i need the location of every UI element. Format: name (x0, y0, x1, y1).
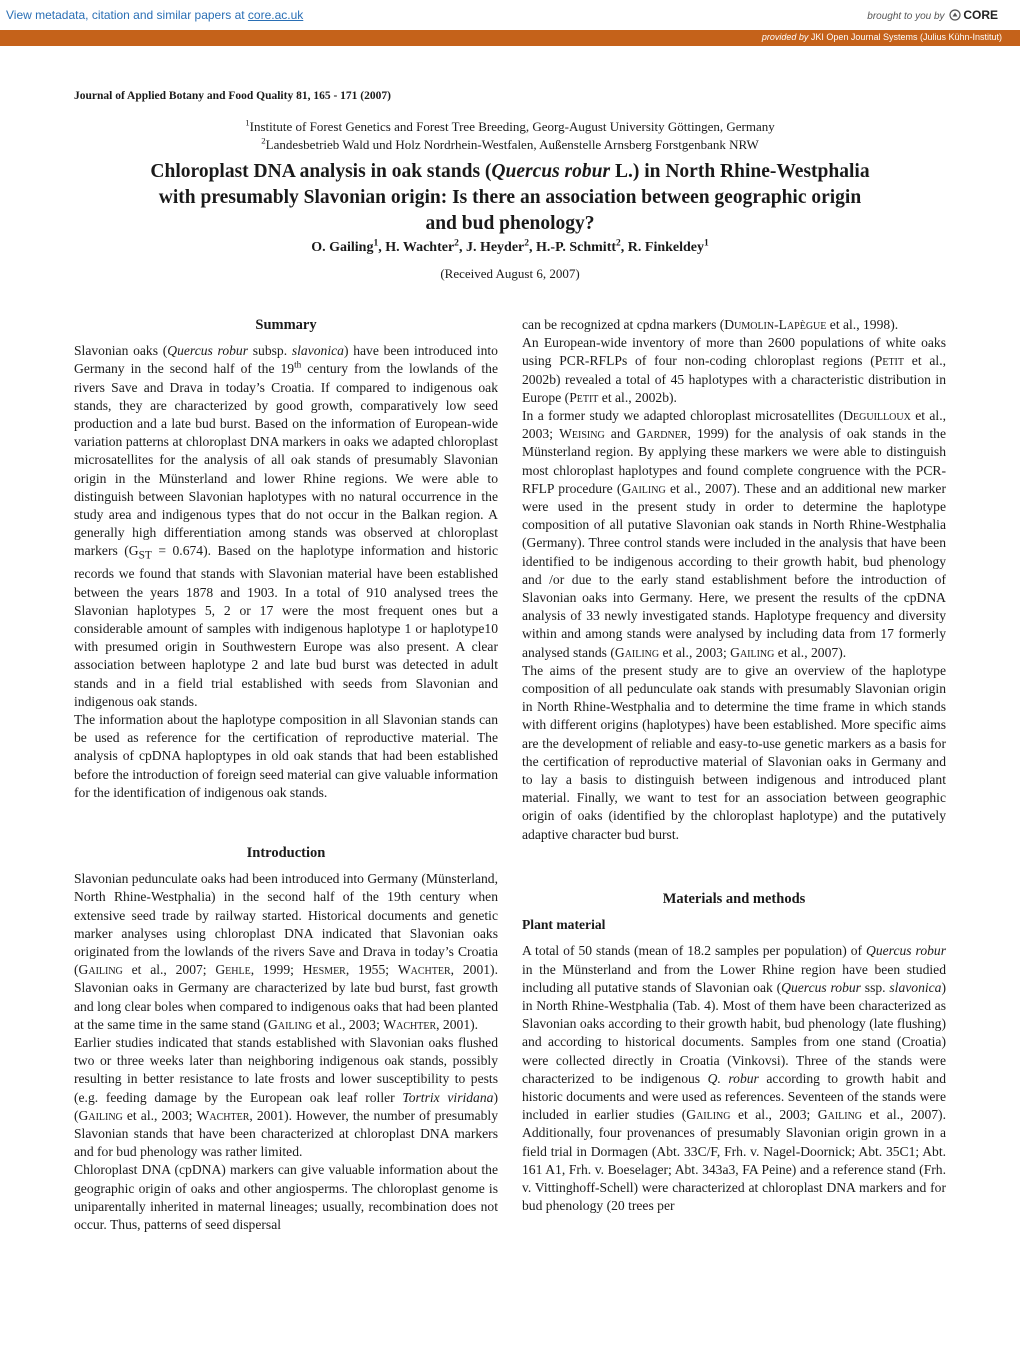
text-span: can be recognized at cpdna markers ( (522, 317, 725, 332)
text-span: ) in North Rhine-Westphalia (Tab. 4). Most of them have been characterized as Slavonian oaks according to their growth habit, bud phenology (late flushing) and according to historical documents. Samples from one stand (Croatia) were collected directly in Croatia (Vinkovsi). Three of the stands were characterized to be indigenous (522, 979, 947, 1086)
text-span: Slavonian oaks ( (74, 343, 168, 359)
affiliation-2-number: 2 (261, 135, 266, 146)
author-citation: Wachter (383, 1016, 437, 1032)
received-date: (Received August 6, 2007) (440, 266, 580, 281)
italic-term: Quercus robur (866, 943, 947, 959)
text-span: , 2001). Slavonian oaks in Germany are characterized by late bud burst, fast growth and long clear boles when compared to indigenous oaks that had been planted at the same time in the same stand ( (74, 962, 498, 1032)
author-separator: , (620, 240, 628, 255)
author-citation: Gailing (268, 1016, 313, 1032)
italic-term: Tortrix viridana (402, 1089, 494, 1105)
affiliation-2 (74, 137, 946, 153)
text-span: Earlier studies indicated that stands established with Slavonian oaks flushed two or three weeks later than neighboring indigenous oak stands, possibly resulting in better resistance to late frosts and lower susceptibility to pests (e.g. feeding damage by the European oak leaf roller (74, 1035, 498, 1105)
core-brand: CORE (963, 8, 998, 22)
right-paragraph-2 (522, 407, 946, 662)
author-affiliation-number: 2 (524, 238, 530, 249)
core-provided-by[interactable] (762, 32, 1002, 42)
core-metadata-link[interactable] (6, 8, 303, 22)
affiliation-1-number: 1 (245, 117, 250, 128)
text-span: et al., 2002b) revealed a total of 45 haplotypes with a characteristic distribution in Europe ( (522, 353, 946, 405)
text-span: ST (138, 550, 152, 563)
text-span: et al., 1998). (826, 317, 899, 332)
core-provider-name: JKI Open Journal Systems (Julius Kühn-Institut) (810, 32, 1002, 42)
text-span: century from the lowlands of the rivers Save and Drava in today’s Croatia. If compared to indigenous oak stands, they are characterized by good growth, comparatively low seed production and a late bud burst. Based on the information of European-wide variation patterns at chloroplast DNA markers in oaks we adapted chloroplast microsatellites for the analysis of all oak stands of presumably Slavonian origin in the Münsterland and lower Rhine regions. We were able to distinguish between Slavonian haplotypes with no natural occurrence in the study area and indigenous types that do not occur in the Balkan region. A generally high differentiation among stands was observed at chloroplast markers (G (74, 361, 498, 559)
intro-paragraph-2 (74, 1034, 498, 1161)
text-span: ssp. (860, 979, 890, 995)
text-span: , 1955; (345, 962, 398, 978)
author-affiliation-number: 1 (373, 238, 379, 249)
author-citation: Gailing (614, 644, 660, 660)
author-citation: Hesmer (302, 962, 346, 978)
author-citation: Petit (874, 353, 904, 369)
text-span: Slavonian pedunculate oaks had been introduced into Germany (Münsterland, North Rhine-Westphalia) in the second half of the 19th century when extensive seed trade by railway started. Historical documents and genetic marker analyses using chloroplast DNA indicated that Slavonian oaks originated from the lowlands of the rivers Save and Drava in today’s Croatia ( (74, 871, 498, 978)
intro-paragraph-3: Chloroplast DNA (cpDNA) markers can give valuable information about the geographic origin of oaks and other angiosperms. The chloroplast genome is uniparentally inherited in maternal lineages; usually, recombination does not occur. Thus, patterns of seed dispersal (74, 1162, 498, 1233)
author-citation: Weising (559, 426, 605, 442)
summary-heading: Summary (255, 317, 317, 333)
core-metadata-link-text: View metadata, citation and similar papers at (6, 8, 245, 22)
text-span: et al., 2007). These and an additional new marker were used in the present study in order to determine the haplotype composition of all putative Slavonian oak stands in North Rhine-Westphalia (Germany). Three control stands were included in the analysis that have been identified to be indigenous according to their growth habit, bud phenology and /or due to the early stand establishment before the introduction of Slavonian oaks into Germany. Here, we present the results of the cpDNA analysis of 33 newly investigated stands. Haplotype frequency and diversity within and among stands were analysed by including data from 17 formerly analysed stands ( (522, 480, 946, 660)
author-name: H.-P. Schmitt (536, 240, 617, 255)
author-name: H. Wachter (385, 240, 455, 255)
text-span: and (604, 426, 637, 442)
text-span: ) ( (74, 1089, 498, 1123)
author-citation: Wachter (196, 1107, 250, 1123)
title-text: L.) in North Rhine-Westphalia (610, 161, 870, 182)
text-span: ) have been introduced into Germany in the second half of the 19 (74, 343, 498, 377)
title-line-1 (74, 159, 946, 185)
text-span: et al., 2002b). (598, 389, 677, 405)
journal-citation: Journal of Applied Botany and Food Quality 81, 165 - 171 (2007) (74, 90, 391, 102)
materials-methods-heading: Materials and methods (662, 890, 806, 907)
affiliation-2-text: Landesbetrieb Wald und Holz Nordrhein-Westfalen, Außenstelle Arnsberg Forstgenbank NRW (265, 137, 759, 152)
intro-paragraph-1 (74, 870, 498, 1034)
text-span: et al., 2007; (122, 962, 216, 978)
right-paragraph-1 (522, 334, 946, 407)
text-span: In a former study we adapted chloroplast microsatellites ( (522, 408, 844, 424)
author-citation: Gailing (730, 644, 775, 660)
left-column (74, 316, 498, 1234)
text-span: et al., 2003; (312, 1016, 384, 1032)
title-line-2: with presumably Slavonian origin: Is there an association between geographic origin (158, 187, 862, 208)
author-citation: Gailing (78, 962, 123, 978)
italic-term: slavonica (889, 979, 942, 995)
author-citation: Gailing (78, 1107, 123, 1123)
text-span: , 2001). (436, 1016, 479, 1032)
core-brought-label: brought to you by (867, 11, 945, 22)
core-site-link[interactable]: core.ac.uk (247, 8, 304, 22)
summary-paragraph-2: The information about the haplotype composition in all Slavonian stands can be used as reference for the certification of reproductive material. The analysis of cpDNA haploptypes in old oak stands that had been established before the introduction of foreign seed material can give valuable information for the identification of indigenous oak stands. (74, 711, 498, 800)
text-span: et al., 2003; (522, 408, 947, 442)
title-species: Quercus robur (491, 161, 611, 182)
text-span: , 1999; (250, 962, 303, 978)
mm-paragraph-1 (522, 942, 946, 1215)
core-banner (0, 0, 1020, 30)
core-provided-label: provided by (761, 32, 809, 42)
text-span: , 1999) for the analysis of oak stands in the Münsterland region. By applying these markers we were able to distinguish most chloroplast haplotypes and found complete congruence with the PCR-RFLP procedure ( (522, 426, 946, 496)
text-span: , 2001). However, the number of presumably Slavonian stands that have been characterized at chloroplast DNA markers and for bud phenology was rather limited. (74, 1107, 498, 1160)
author-affiliation-number: 1 (704, 238, 709, 249)
text-span: et al., 2007). (774, 644, 847, 660)
text-span: = 0.674). Based on the haplotype information and historic records we found that stands with Slavonian material have been established between the years 1878 and 1903. In a total of 910 analysed trees the Slavonian haplotypes 5, 2 or 17 were the most frequent ones but a considerable amount of samples with indigenous haplotype 1 or haplotype10 with presumed origin in Southwestern Europe was also present. A clear association between haplotype 2 and late bud burst was detected in adult stands and in a field trial established with seeds from Slavonian and indigenous oak stands. (74, 543, 499, 709)
italic-term: Quercus robur (167, 343, 249, 359)
core-logo-icon (949, 9, 961, 21)
right-paragraph-3: The aims of the present study are to give an overview of the haplotype composition of all pedunculate oak stands with presumably Slavonian origin in North Rhine-Westphalia and to determine the time frame in which stands with different origins (haplotypes) have been established. More specific aims are the development of reliable and easy-to-use genetic markers as a basis for the certification of reproductive material of Slavonian oaks in Germany and to lay a basis to distinguish between indigenous and introduced plant material. Finally, we want to test for an association between geographic origin of oaks (identified by the chloroplast haplotype) and the putatively adaptive character bud burst. (522, 662, 946, 842)
introduction-heading: Introduction (246, 845, 326, 861)
core-brought-by[interactable] (867, 8, 998, 22)
affiliation-1-text: Institute of Forest Genetics and Forest Tree Breeding, Georg-August University Göttingen, Germany (249, 119, 775, 134)
text-span: th (294, 359, 302, 370)
author-citation: Gehle (215, 962, 251, 978)
author-citation: Wachter (397, 962, 451, 978)
author-affiliation-number: 2 (454, 238, 459, 249)
italic-term: slavonica (291, 343, 344, 359)
summary-paragraph-1 (74, 342, 498, 711)
text-span: et al., 2003; (730, 1107, 818, 1123)
text-span: subsp. (248, 343, 292, 359)
author-citation: Gardner (636, 426, 688, 442)
author-citation: Gailing (686, 1107, 731, 1123)
plant-material-heading: Plant material (522, 917, 606, 933)
author-separator: , (458, 240, 466, 255)
text-span: et al., 2003; (122, 1107, 197, 1123)
text-span: et al., 2003; (659, 644, 731, 660)
author-separator: , (378, 240, 386, 255)
text-span: A total of 50 stands (mean of 18.2 samples per population) of (522, 943, 867, 959)
text-span: An European-wide inventory of more than 2600 populations of white oaks using PCR-RFLPs of four non-coding chloroplast regions ( (522, 335, 946, 369)
author-citation: Dumolin-Lapègue (724, 317, 827, 332)
right-column (522, 316, 946, 1215)
title-text: Chloroplast DNA analysis in oak stands ( (150, 161, 492, 182)
author-affiliation-number: 2 (616, 238, 621, 249)
text-span: in the Münsterland and from the Lower Rhine region have been studied including all putative stands of Slavonian oak ( (522, 961, 946, 995)
paper-title (74, 159, 946, 237)
author-citation: Petit (569, 389, 599, 405)
italic-term: Quercus robur (781, 979, 861, 995)
author-name: J. Heyder (465, 240, 525, 255)
author-name: R. Finkeldey (627, 240, 705, 255)
title-line-3: and bud phenology? (425, 213, 595, 234)
author-name: O. Gailing (311, 240, 374, 255)
author-citation: Gailing (621, 480, 666, 496)
text-span: et al., 2007). Additionally, four provenances of presumably Slavonian origin grown in a field trial in Dormagen (Abt. 33C/F, Frh. v. Nagel-Doornick; Abt. 35C1; Abt. 161 A1, Frh. v. Boeselager; Abt. 343a3, FA Peine) and a reference stand (Frh. v. Vittinghoff-Schell) were characterized at chloroplast DNA markers and for bud phenology (20 trees per (522, 1107, 946, 1214)
affiliation-1 (74, 119, 946, 135)
right-continuation (522, 316, 946, 334)
text-span: according to growth habit and historic documents and were used as references. Seventeen of the stands were included in earlier studies ( (522, 1070, 946, 1123)
author-citation: Gailing (817, 1107, 863, 1123)
author-citation: Deguilloux (843, 408, 911, 424)
italic-term: Q. robur (707, 1070, 759, 1086)
author-list (74, 240, 946, 256)
author-separator: , (529, 240, 537, 255)
